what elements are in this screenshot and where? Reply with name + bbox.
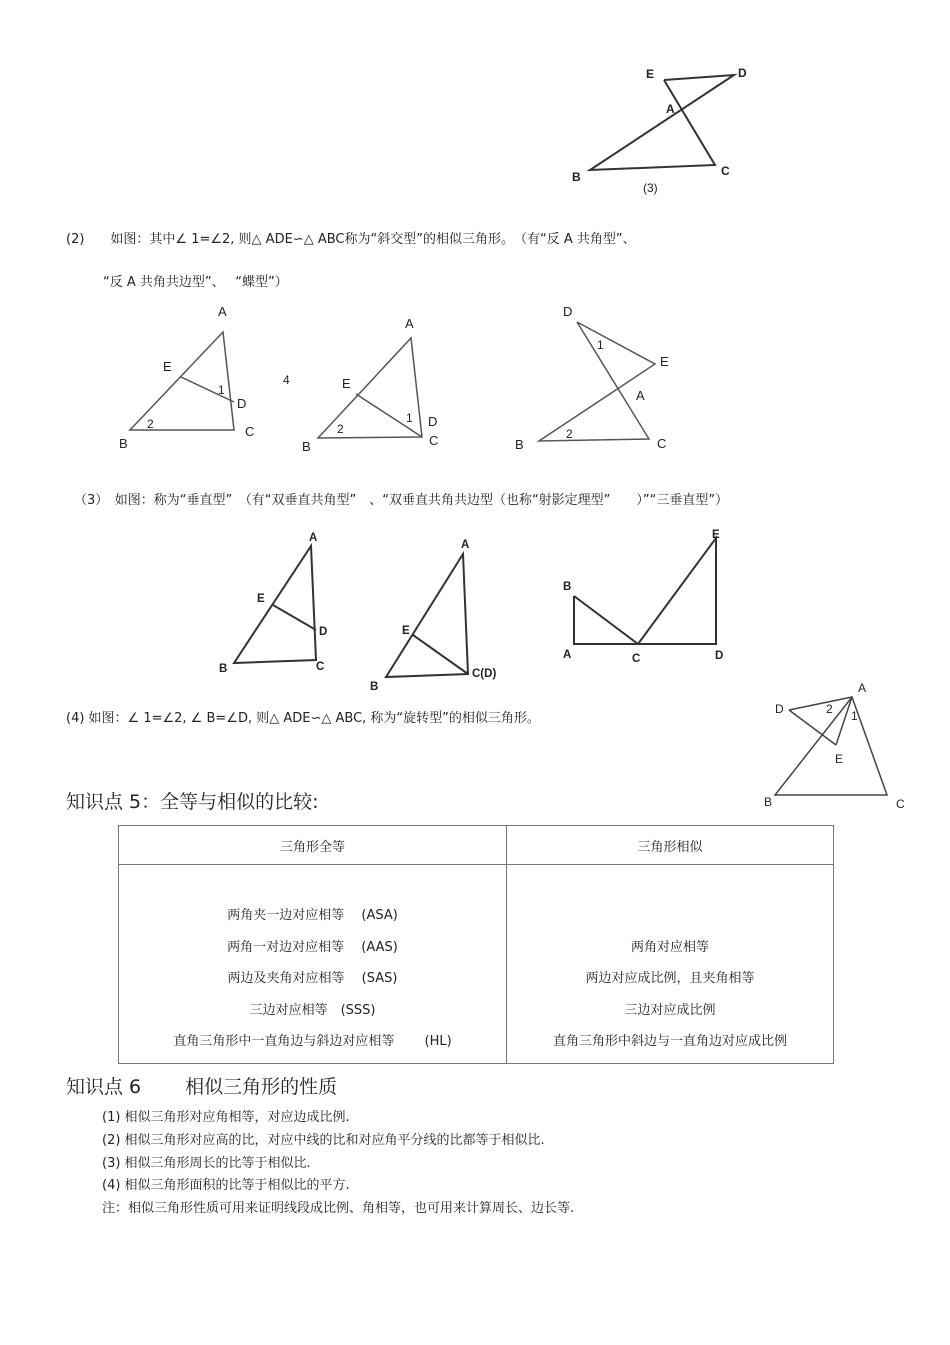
para-4: (4) 如图：∠ 1=∠2, ∠ B=∠D, 则△ ADE∽△ ABC, 称为“旋转型”的相似三角形。 — [66, 711, 540, 726]
section-5-title: 知识点 5：全等与相似的比较: — [66, 791, 319, 813]
g2-label-E: E — [342, 376, 351, 391]
g4-label-A: A — [309, 532, 318, 544]
g5-label-A: A — [461, 539, 470, 551]
g5-label-B: B — [370, 681, 379, 693]
g5-label-CD: C(D) — [472, 668, 497, 680]
g2-label-B: B — [302, 439, 311, 454]
header-similar: 三角形相似 — [507, 826, 834, 865]
butterfly-lines — [590, 75, 734, 170]
rot-label-C: C — [896, 797, 905, 811]
label-A: A — [666, 102, 675, 116]
congruent-rule: 两角夹一边对应相等 (ASA) — [227, 908, 398, 923]
comparison-table — [118, 825, 834, 1064]
label-D: D — [738, 66, 747, 80]
g3-label-D: D — [563, 304, 573, 319]
label-B: B — [572, 170, 581, 184]
g3-label-1: 1 — [597, 338, 604, 352]
similar-rule: 三边对应成比例 — [624, 1002, 716, 1018]
g3-label-2: 2 — [566, 427, 573, 441]
section-6-title: 知识点 6 相似三角形的性质 — [66, 1076, 338, 1098]
figure-oblique-set — [0, 300, 950, 460]
g6-label-D: D — [715, 650, 724, 662]
g1-label-2: 2 — [147, 417, 154, 431]
g1-label-C: C — [245, 424, 255, 439]
similar-rule — [508, 900, 832, 932]
stray-mark: 4 — [283, 373, 290, 387]
figure-rotation — [760, 680, 910, 815]
g4-label-E: E — [257, 593, 265, 605]
cell-similar — [507, 865, 834, 1064]
property-item: (2) 相似三角形对应高的比，对应中线的比和对应角平分线的比都等于相似比. — [102, 1132, 545, 1148]
g5-label-E: E — [402, 625, 410, 637]
g1-label-1: 1 — [218, 383, 225, 397]
properties-list — [102, 1107, 574, 1221]
property-item: (1) 相似三角形对应角相等，对应边成比例. — [102, 1110, 350, 1125]
figure-butterfly-top — [0, 0, 950, 200]
figure-caption: (3) — [643, 181, 658, 195]
label-C: C — [721, 164, 730, 178]
label-E: E — [646, 67, 655, 81]
cell-congruent — [119, 865, 507, 1064]
g4-label-B: B — [219, 663, 228, 675]
congruent-rule: 两角一对边对应相等 (AAS) — [227, 939, 398, 955]
rot-label-D: D — [775, 702, 784, 716]
congruent-rule: 三边对应相等 (SSS) — [249, 1002, 376, 1018]
g2-label-2: 2 — [337, 422, 344, 436]
g1-label-A: A — [218, 304, 227, 319]
g6-label-E: E — [712, 529, 720, 541]
similar-rule: 直角三角形中斜边与一直角边对应成比例 — [553, 1034, 788, 1049]
rot-label-B: B — [764, 795, 773, 809]
property-item: (4) 相似三角形面积的比等于相似比的平方. — [102, 1178, 350, 1194]
rot-label-2: 2 — [826, 702, 833, 716]
g1-label-B: B — [119, 436, 128, 451]
g2-label-1: 1 — [406, 411, 413, 425]
g2-label-D: D — [428, 414, 438, 429]
header-congruent: 三角形全等 — [119, 826, 507, 865]
para-2-line2: “反 A 共角共边型”、 “蝶型”） — [103, 275, 288, 290]
g1-label-E: E — [163, 359, 172, 374]
g4-label-C: C — [316, 661, 325, 673]
figure-perpendicular-set — [0, 520, 950, 695]
similar-rule: 两边对应成比例，且夹角相等 — [585, 971, 755, 986]
g3-label-E: E — [660, 354, 669, 369]
g2-label-A: A — [405, 316, 414, 331]
g6-label-C: C — [632, 653, 641, 665]
g1-label-D: D — [237, 396, 247, 411]
para-2-line1: (2) 如图：其中∠ 1=∠2, 则△ ADE∽△ ABC称为“斜交型”的相似三角形。 （有“反 A 共角型”、 — [66, 232, 636, 247]
g6-label-A: A — [563, 649, 572, 661]
rot-label-A: A — [858, 681, 867, 695]
para-3: （3） 如图：称为“垂直型” （有“双垂直共角型” 、“双垂直共角共边型（也称“射影定理型” ）”“三垂直型”） — [74, 493, 729, 508]
congruent-rule: 直角三角形中一直角边与斜边对应相等 (HL) — [173, 1034, 452, 1049]
property-item: (3) 相似三角形周长的比等于相似比. — [102, 1155, 311, 1171]
congruent-rule: 两边及夹角对应相等 (SAS) — [227, 971, 398, 986]
g6-label-B: B — [563, 581, 572, 593]
g3-label-B: B — [515, 437, 524, 452]
g3-label-C: C — [657, 436, 667, 451]
g3-label-A: A — [636, 388, 645, 403]
g4-label-D: D — [319, 626, 328, 638]
rot-label-1: 1 — [851, 709, 858, 723]
property-note: 注：相似三角形性质可用来证明线段成比例、角相等，也可用来计算周长、边长等. — [102, 1201, 575, 1217]
rot-label-E: E — [835, 752, 844, 766]
similar-rule: 两角对应相等 — [631, 939, 710, 955]
g2-label-C: C — [429, 433, 439, 448]
